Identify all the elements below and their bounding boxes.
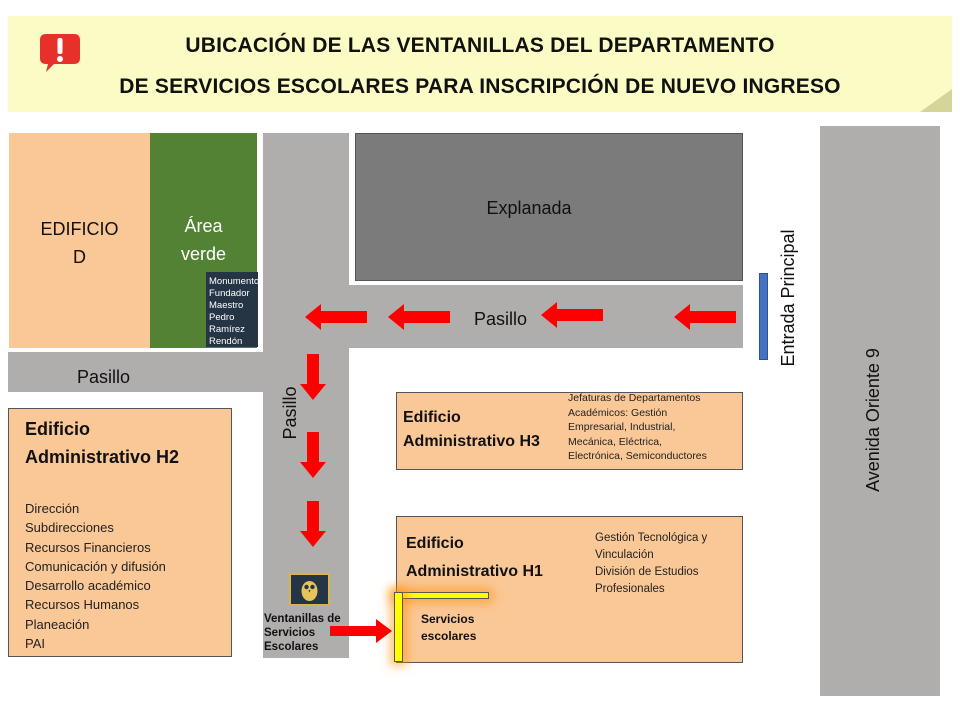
edificio-h2 — [8, 408, 232, 657]
monumento-box: Monumento Fundador Maestro Pedro Ramírez Rendón — [206, 272, 258, 347]
arrow-down-1 — [300, 354, 326, 400]
pasillo-top-label: Pasillo — [474, 309, 528, 329]
h3-details: Jefaturas de Departamentos Académicos: Gestión Empresarial, Industrial, Mecánica, Eléctrica, Electrónica, Semiconductores — [568, 392, 707, 463]
pasillo-vertical-label: Pasillo — [280, 386, 300, 440]
h3-title: Edificio Administrativo H3 — [403, 409, 540, 450]
h2-item: Recursos Humanos — [25, 597, 140, 613]
h2-title-line2: Administrativo H2 — [25, 447, 180, 467]
h2-title-line1: Edificio — [25, 419, 91, 439]
arrow-left-4 — [305, 304, 367, 330]
h2-item: Recursos Financieros — [25, 539, 151, 555]
ventanillas-label: Ventanillas de Servicios Escolares — [264, 613, 341, 653]
h2-item: Comunicación y difusión — [25, 558, 166, 574]
h2-item: Desarrollo académico — [25, 578, 151, 594]
pasillo-left-label: Pasillo — [77, 367, 131, 387]
arrow-left-2 — [541, 302, 603, 328]
h2-item: Dirección — [25, 501, 80, 516]
main-entrance-marker — [759, 273, 768, 360]
area-verde-label: Área verde — [180, 216, 227, 264]
entrada-principal-label: Entrada Principal — [778, 229, 798, 367]
h2-item: Subdirecciones — [25, 520, 114, 536]
arrow-down-3 — [300, 501, 326, 547]
servicios-highlight-vertical — [394, 592, 403, 662]
explanada-label: Explanada — [486, 198, 572, 218]
h1-title: Edificio Administrativo H1 — [406, 535, 543, 580]
header-title-line1: UBICACIÓN DE LAS VENTANILLAS DEL DEPARTAMENTO — [185, 34, 775, 57]
h2-item: PAI — [25, 636, 45, 652]
h1-details: Gestión Tecnológica y Vinculación División de Estudios Profesionales — [595, 532, 708, 595]
owl-logo-icon — [289, 573, 330, 606]
arrow-left-1 — [674, 304, 736, 330]
avenida-label: Avenida Oriente 9 — [863, 348, 883, 492]
arrow-down-2 — [300, 432, 326, 478]
h2-item: Planeación — [25, 616, 90, 632]
servicios-escolares-label: Servicios escolares — [421, 612, 477, 643]
arrow-left-3 — [388, 304, 450, 330]
edificio-d-label: EDIFICIO D — [40, 219, 119, 267]
header-title-line2: DE SERVICIOS ESCOLARES PARA INSCRIPCIÓN DE NUEVO INGRESO — [119, 75, 841, 98]
arrow-right-ventanillas — [330, 619, 392, 643]
servicios-highlight-horizontal — [394, 592, 489, 599]
